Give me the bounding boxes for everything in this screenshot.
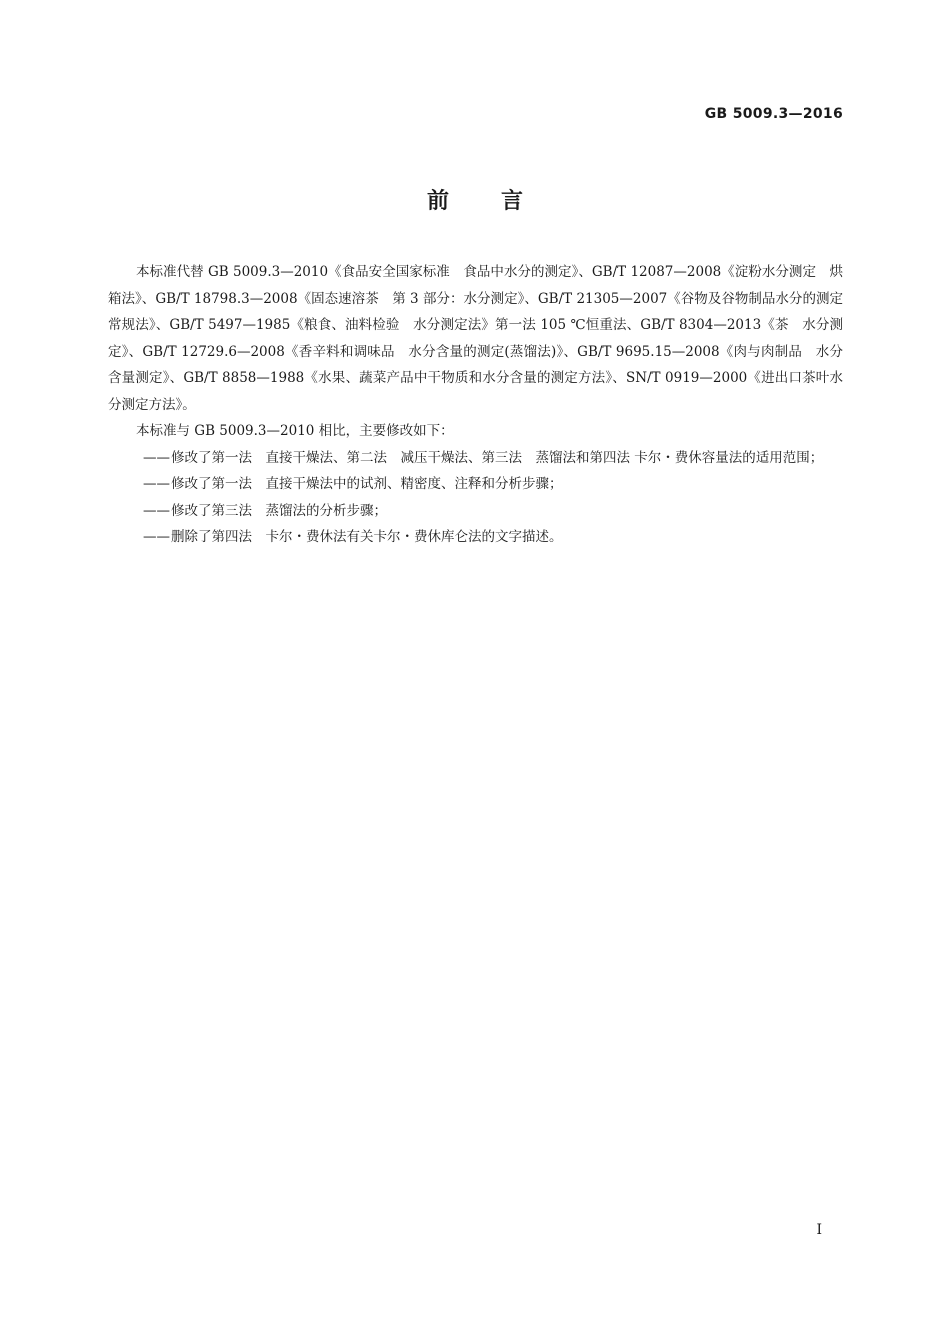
page-title: 前言	[426, 189, 575, 214]
list-item-text: 修改了第三法 蒸馏法的分析步骤；	[171, 502, 387, 519]
page-number: I	[816, 1222, 822, 1238]
list-dash: ——	[143, 476, 170, 492]
list-dash: ——	[143, 502, 170, 519]
list-item	[108, 524, 843, 551]
document-standard-number: GB 5009.3—2016	[704, 106, 843, 122]
list-item	[108, 445, 843, 472]
list-dash: ——	[143, 529, 170, 545]
list-dash: ——	[143, 449, 170, 466]
list-item	[108, 471, 843, 498]
list-item	[108, 498, 843, 525]
list-item-text: 修改了第一法 直接干燥法、第二法 减压干燥法、第三法 蒸馏法和第四法 卡尔・费休容量法的适用范围；	[171, 449, 824, 466]
foreword-body	[108, 259, 857, 551]
paragraph-changes-intro: 本标准与 GB 5009.3—2010 相比，主要修改如下：	[136, 423, 454, 439]
list-item-text: 修改了第一法 直接干燥法中的试剂、精密度、注释和分析步骤；	[171, 476, 563, 492]
list-item-text: 删除了第四法 卡尔・费休法有关卡尔・费休库仑法的文字描述。	[171, 529, 563, 545]
paragraph-replaces-standards: 本标准代替 GB 5009.3—2010《食品安全国家标准 食品中水分的测定》、GB/T 12087—2008《淀粉水分测定 烘箱法》、GB/T 18798.3—2008《固态速溶茶 第 3 部分：水分测定》、GB/T 21305—2007《谷物及谷物制品水分的测定 常规法》、GB/T 5497—1985《粮食、油料检验 水分测定法》第一法 105 ℃恒重法、GB/T 8304—2013《茶 水分测定》、GB/T 12729.6—2008《香辛料和调味品 水分含量的测定(蒸馏法)》、GB/T 9695.15—2008《肉与肉制品 水分含量测定》、GB/T 8858—1988《水果、蔬菜产品中干物质和水分含量的测定方法》、SN/T 0919—2000《进出口茶叶水分测定方法》。	[108, 264, 857, 413]
